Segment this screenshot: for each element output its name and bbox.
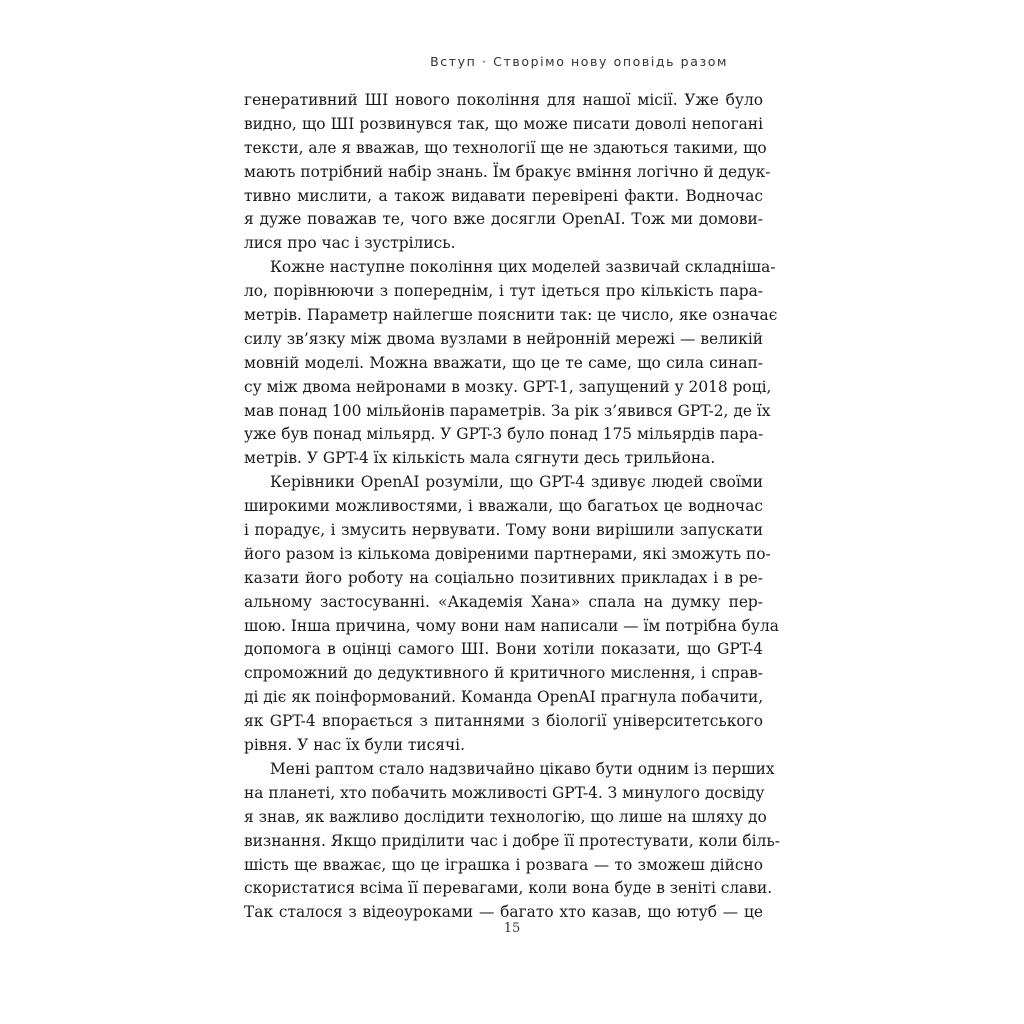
text-line: як GPT-4 впорається з питаннями з біології університетського [244,712,763,731]
text-line: Так сталося з відеоуроками — багато хто казав, що ютуб — це [244,903,763,922]
text-line: його разом із кількома довіреними партнерами, які зможуть по- [244,544,771,563]
text-line: генеративний ШІ нового покоління для нашої місії. Уже було [244,91,763,109]
text-line: мовній моделі. Можна вважати, що це те саме, що сила синап- [244,353,763,372]
text-line: видно, що ШІ розвинувся так, що може писати доволі непогані [244,114,763,133]
text-line: тивно мислити, а також видавати перевірені факти. Водночас [244,186,763,205]
text-line: рівня. У нас їх були тисячі. [244,736,465,755]
text-line: на планеті, хто побачить можливості GPT-4. З минулого досвіду [244,783,765,802]
text-line: Керівники OpenAI розуміли, що GPT-4 здивує людей своїми [270,473,763,492]
text-line: лися про час і зустрілись. [244,234,456,253]
text-line: скористатися всіма її перевагами, коли вона буде в зеніті слави. [244,879,773,898]
running-head: Вступ · Створімо нову оповідь разом [430,54,728,69]
text-line: метрів. Параметр найлегше пояснити так: це число, яке означає [244,306,778,325]
text-line: ло, порівнюючи з попереднім, і тут ідеться про кількість пара- [244,282,763,301]
text-line: я знав, як важливо дослідити технологію, що лише на шляху до [244,807,767,826]
text-line: широкими можливостями, і вважали, що багатьох це водночас [244,497,763,516]
text-line: визнання. Якщо приділити час і добре її протестувати, коли біль- [244,831,780,850]
text-line: я дуже поважав те, чого вже досягли OpenAI. Тож ми домови- [244,210,763,229]
text-line: шість ще вважає, що це іграшка і розвага — то зможеш дійсно [244,855,763,874]
text-line: силу зв’язку між двома вузлами в нейронній мережі — великій [244,329,763,348]
body-text [244,89,780,925]
text-line: казати його роботу на соціально позитивних прикладах і в ре- [244,568,763,587]
text-line: допомога в оцінці самого ШІ. Вони хотіли показати, що GPT-4 [244,640,763,659]
text-line: спроможний до дедуктивного й критичного мислення, і справ- [244,664,763,683]
text-line: альному застосуванні. «Академія Хана» спала на думку пер- [244,592,763,611]
text-line: мав понад 100 мільйонів параметрів. За рік з’явився GPT-2, де їх [244,401,771,420]
text-line: су між двома нейронами в мозку. GPT-1, запущений у 2018 році, [244,377,772,396]
text-line: ді діє як поінформований. Команда OpenAI прагнула побачити, [244,688,764,707]
text-line: Мені раптом стало надзвичайно цікаво бути одним із перших [270,759,775,778]
text-line: шою. Інша причина, чому вони нам написали — їм потрібна була [244,616,779,635]
text-line: метрів. У GPT-4 їх кількість мала сягнути десь трильйона. [244,449,716,468]
text-line: мають потрібний набір знань. Їм бракує вміння логічно й дедук- [244,162,771,181]
text-line: і порадує, і змусить нервувати. Тому вони вирішили запускати [244,521,763,540]
page-number: 15 [503,921,521,936]
text-line: Кожне наступне покоління цих моделей зазвичай складніша- [270,258,776,277]
text-line: тексти, але я вважав, що технології ще не здаються такими, що [244,138,767,157]
text-line: уже був понад мільярд. У GPT-3 було понад 175 мільярдів пара- [244,425,764,444]
